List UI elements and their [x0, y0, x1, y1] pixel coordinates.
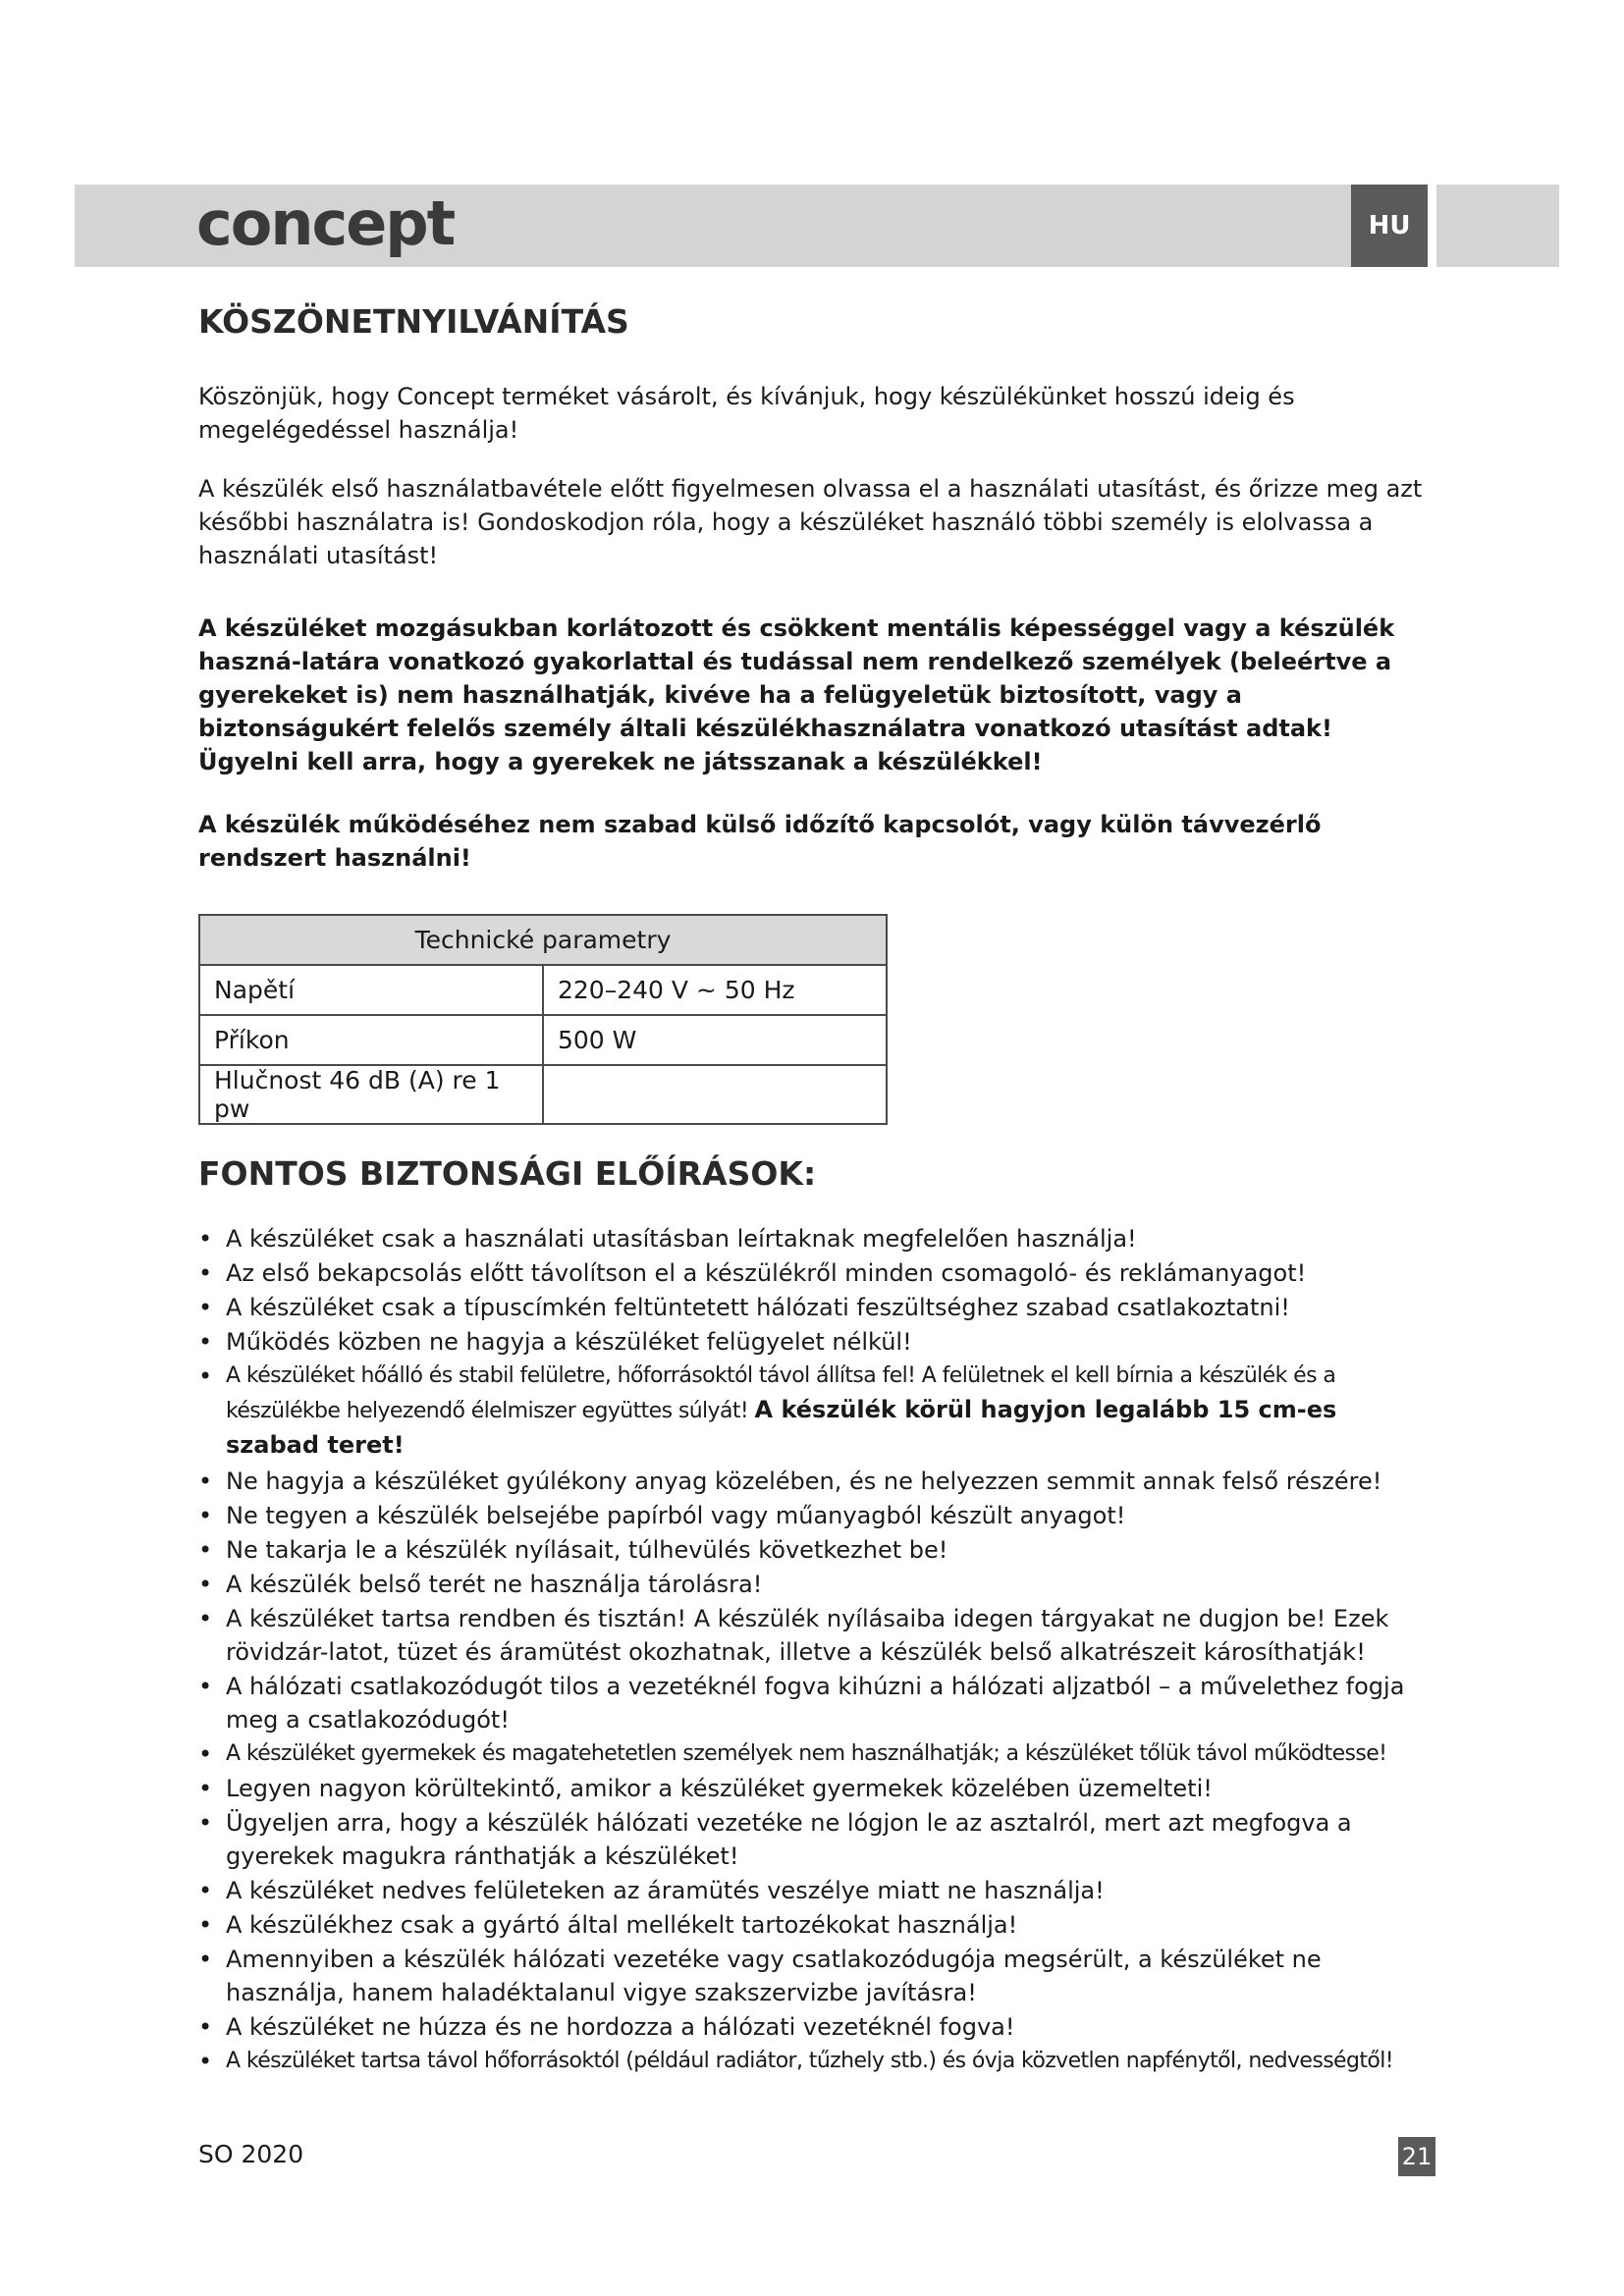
list-item-text: A hálózati csatlakozódugót tilos a vezetéknél fogva kihúzni a hálózati aljzatból – a művelethez fogja meg a csatlakozódugót!	[226, 1673, 1405, 1734]
param-label: Hlučnost 46 dB (A) re 1 pw	[199, 1065, 543, 1124]
list-item-text: A készüléket gyermekek és magatehetetlen személyek nem használhatják; a készüléket tőlük távol működtesse!	[226, 1741, 1387, 1766]
list-item	[198, 1568, 1434, 1601]
bullet-icon: •	[198, 1225, 213, 1253]
list-item-text: Legyen nagyon körültekintő, amikor a készüléket gyermekek közelében üzemelteti!	[226, 1775, 1213, 1802]
list-item	[198, 1670, 1434, 1736]
intro-paragraph-2: A készülék első használatbavétele előtt figyelmesen olvassa el a használati utasítást, és őrizze meg azt későbbi használatra is! Gondoskodjon róla, hogy a készüléket használó többi személy is elolvassa a használati utasítást!	[198, 475, 1423, 569]
list-item-text: A készüléket csak a használati utasításban leírtaknak megfelelően használja!	[226, 1225, 1137, 1253]
footer-model: SO 2020	[198, 2140, 304, 2168]
list-item	[198, 1943, 1434, 2009]
list-item	[198, 1465, 1434, 1498]
page-content	[198, 302, 1434, 2079]
list-item	[198, 1772, 1434, 1805]
param-value: 220–240 V ~ 50 Hz	[543, 965, 887, 1015]
bullet-icon: •	[198, 1502, 213, 1529]
bullet-icon: •	[198, 1740, 213, 1768]
bullet-icon: •	[198, 1673, 213, 1700]
intro-title: KÖSZÖNETNYILVÁNÍTÁS	[198, 302, 629, 341]
list-item-text: Ne hagyja a készüléket gyúlékony anyag közelében, és ne helyezzen semmit annak felső részére!	[226, 1468, 1382, 1495]
param-value: 500 W	[543, 1015, 887, 1065]
list-item	[198, 1874, 1434, 1907]
list-item	[198, 1806, 1434, 1873]
list-item	[198, 1256, 1434, 1290]
list-item	[198, 1291, 1434, 1324]
list-item	[198, 1222, 1434, 1255]
list-item	[198, 2010, 1434, 2044]
list-item-text: A készüléket ne húzza és ne hordozza a hálózati vezetéknél fogva!	[226, 2013, 1015, 2041]
page-number: 21	[1398, 2137, 1435, 2176]
param-label: Napětí	[199, 965, 543, 1015]
bullet-icon: •	[198, 1468, 213, 1495]
bullet-icon: •	[198, 1328, 213, 1356]
table-header: Technické parametry	[199, 915, 887, 965]
list-item-text: A készüléket hőálló és stabil felületre, hőforrásoktól távol állítsa fel! A felületnek el kell bírnia a készülék és a készülékbe helyezendő élelmiszer együttes súlyát!	[226, 1363, 1336, 1423]
bullet-icon: •	[198, 2048, 213, 2075]
bullet-icon: •	[198, 1946, 213, 1973]
safety-title: FONTOS BIZTONSÁGI ELŐÍRÁSOK:	[198, 1154, 817, 1193]
brand-logo: concept	[196, 187, 455, 259]
language-badge: HU	[1351, 185, 1428, 267]
list-item-text: Az első bekapcsolás előtt távolítson el a készülékről minden csomagoló- és reklámanyagot!	[226, 1259, 1307, 1287]
table-row	[199, 965, 887, 1015]
bullet-icon: •	[198, 2013, 213, 2041]
bullet-icon: •	[198, 1775, 213, 1802]
list-item-emphasis: A készülék körül hagyjon legalább 15 cm-es szabad teret!	[226, 1396, 1337, 1459]
list-item-text: Ügyeljen arra, hogy a készülék hálózati vezetéke ne lógjon le az asztalról, mert azt megfogva a gyerekek magukra ránthatják a készüléket!	[226, 1809, 1352, 1870]
list-item-text: A készüléket csak a típuscímkén feltüntetett hálózati feszültséghez szabad csatlakoztatni!	[226, 1294, 1290, 1321]
list-item-text: Amennyiben a készülék hálózati vezetéke vagy csatlakozódugója megsérült, a készüléket ne használja, hanem haladéktalanul vigye szakszervizbe javításra!	[226, 1946, 1322, 2006]
tech-parameters-table	[198, 914, 888, 1125]
list-item	[198, 2045, 1434, 2078]
list-item	[198, 1737, 1434, 1771]
list-item	[198, 1908, 1434, 1942]
bullet-icon: •	[198, 1605, 213, 1632]
list-item-text: A készüléket tartsa rendben és tisztán! A készülék nyílásaiba idegen tárgyakat ne dugjon be! Ezek rövidzár-latot, tüzet és áramütést okozhatnak, illetve a készülék belső alkatrészeit károsíthatják!	[226, 1605, 1389, 1666]
list-item-text: A készüléket tartsa távol hőforrásoktól (például radiátor, tűzhely stb.) és óvja közvetlen napfénytől, nedvességtől!	[226, 2049, 1393, 2073]
bullet-icon: •	[198, 1571, 213, 1598]
timer-warning-paragraph: A készülék működéséhez nem szabad külső időzítő kapcsolót, vagy külön távvezérlő rendszert használni!	[198, 811, 1322, 872]
param-label: Příkon	[199, 1015, 543, 1065]
list-item-text: Ne takarja le a készülék nyílásait, túlhevülés következhet be!	[226, 1536, 948, 1564]
bullet-icon: •	[198, 1877, 213, 1904]
warning-paragraph: A készüléket mozgásukban korlátozott és csökkent mentális képességgel vagy a készülék haszná-latára vonatkozó gyakorlattal és tudással nem rendelkező személyek (beleértve a gyerekeket is) nem használhatják, kivéve ha a felügyeletük biztosított, vagy a biztonságukért felelős személy általi készülékhasználatra vonatkozó utasítást adtak! Ügyelni kell arra, hogy a gyerekek ne játsszanak a készülékkel!	[198, 614, 1395, 775]
bullet-icon: •	[198, 1536, 213, 1564]
list-item-text: Ne tegyen a készülék belsejébe papírból vagy műanyagból készült anyagot!	[226, 1502, 1126, 1529]
list-item	[198, 1533, 1434, 1567]
list-item	[198, 1325, 1434, 1359]
safety-list	[198, 1222, 1434, 2078]
bullet-icon: •	[198, 1259, 213, 1287]
list-item-text: A készülékhez csak a gyártó által mellékelt tartozékokat használja!	[226, 1911, 1018, 1939]
list-item-text: Működés közben ne hagyja a készüléket felügyelet nélkül!	[226, 1328, 912, 1356]
list-item	[198, 1499, 1434, 1532]
bullet-icon: •	[198, 1911, 213, 1939]
list-item	[198, 1602, 1434, 1669]
list-item	[198, 1360, 1434, 1464]
table-row	[199, 1015, 887, 1065]
intro-paragraph-1: Köszönjük, hogy Concept terméket vásárolt, és kívánjuk, hogy készülékünket hosszú ideig és megelégedéssel használja!	[198, 383, 1295, 444]
bullet-icon: •	[198, 1294, 213, 1321]
list-item-text: A készüléket nedves felületeken az áramütés veszélye miatt ne használja!	[226, 1877, 1105, 1904]
bullet-icon: •	[198, 1362, 213, 1390]
header-divider	[1428, 185, 1436, 267]
list-item-text: A készülék belső terét ne használja tárolásra!	[226, 1571, 763, 1598]
param-value	[543, 1065, 887, 1124]
table-row	[199, 1065, 887, 1124]
bullet-icon: •	[198, 1809, 213, 1837]
